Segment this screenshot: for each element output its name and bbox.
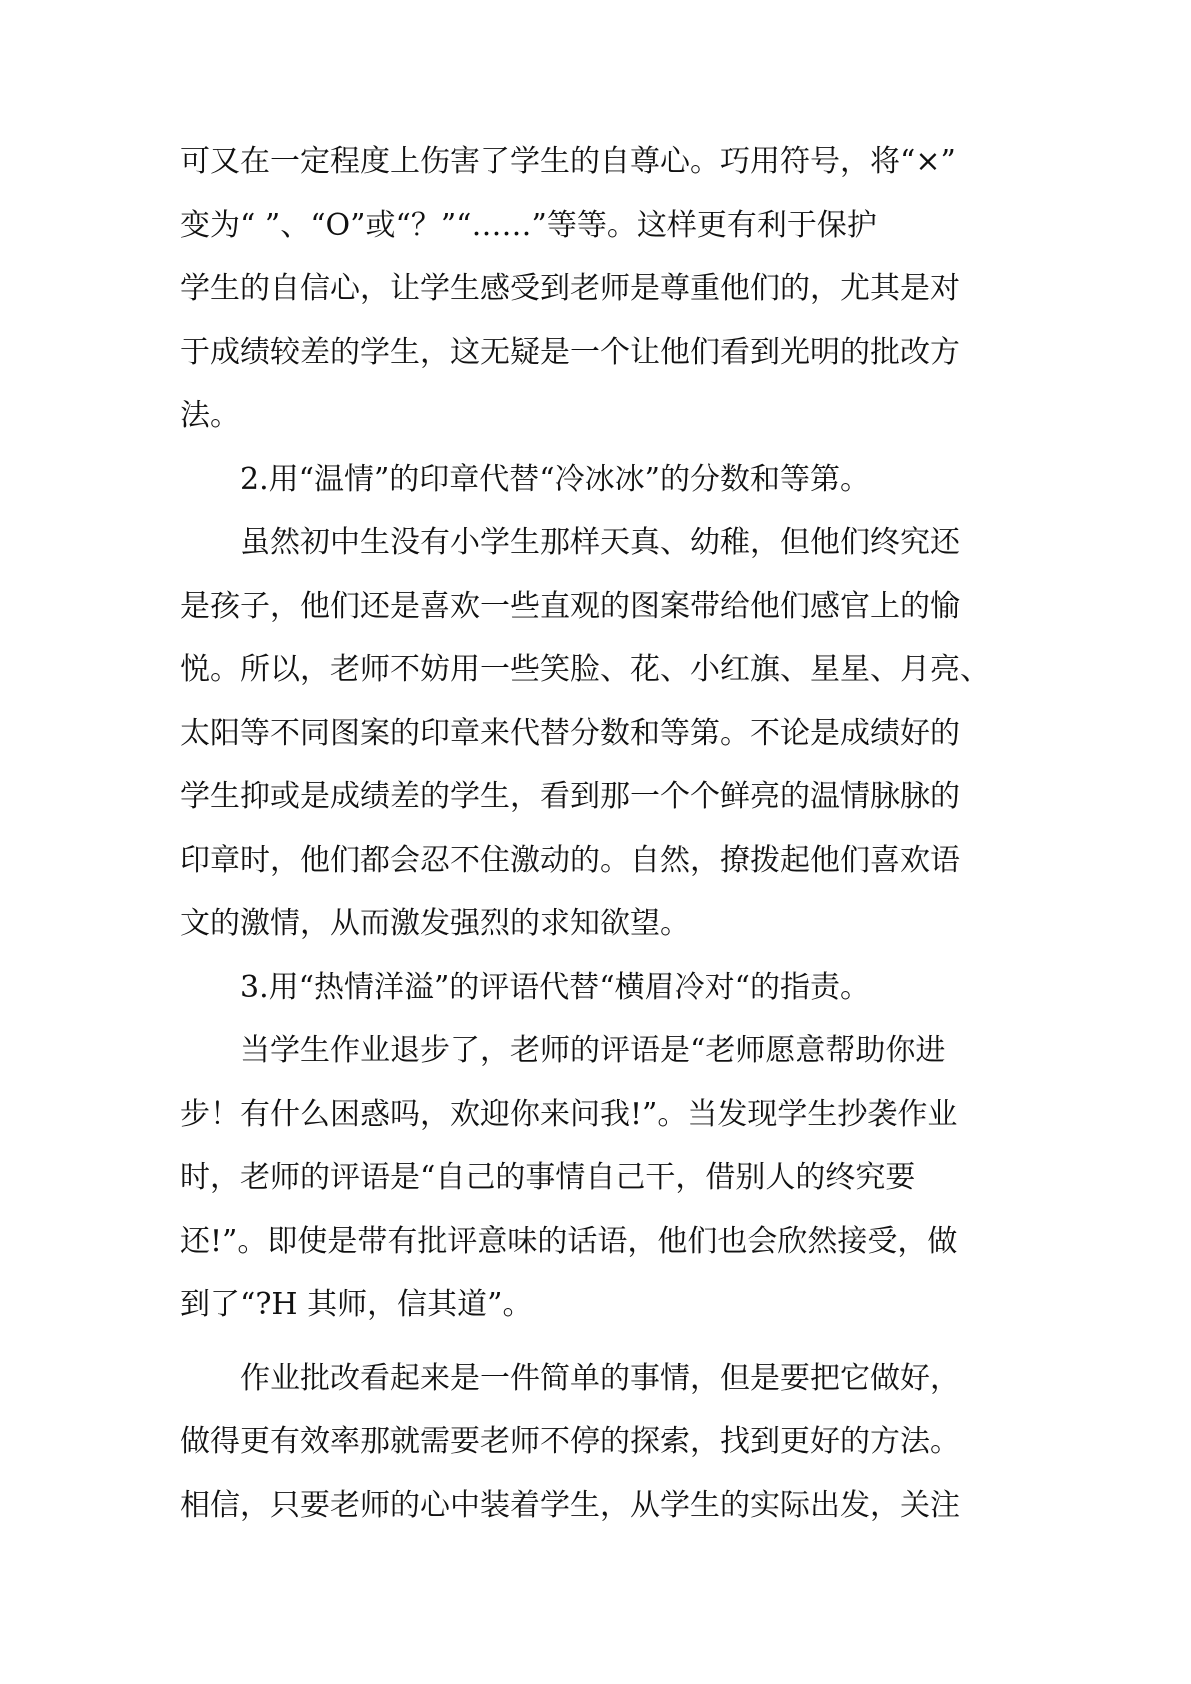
- text-line: 步！有什么困惑吗，欢迎你来问我!”。当发现学生抄袭作业: [180, 1096, 958, 1132]
- text-line: 文的激情，从而激发强烈的求知欲望。: [180, 906, 690, 941]
- section-heading: 2.用“温情”的印章代替“冷冰冰”的分数和等第。: [240, 461, 870, 497]
- text-line: 悦。所以，老师不妨用一些笑脸、花、小红旗、星星、月亮、: [180, 652, 990, 687]
- text-line: 学生抑或是成绩差的学生，看到那一个个鲜亮的温情脉脉的: [180, 779, 960, 814]
- text-line: 作业批改看起来是一件简单的事情，但是要把它做好，: [240, 1360, 960, 1396]
- text-line: 变为“ ”、“O”或“？”“……”等等。这样更有利于保护: [180, 207, 877, 243]
- text-line: 时，老师的评语是“自己的事情自己干，借别人的终究要: [180, 1160, 916, 1195]
- text-line: 法。: [180, 398, 240, 433]
- text-line: 于成绩较差的学生，这无疑是一个让他们看到光明的批改方: [180, 334, 960, 370]
- section-heading: 3.用“热情洋溢”的评语代替“横眉冷对“的指责。: [240, 969, 870, 1005]
- text-line: 相信，只要老师的心中装着学生，从学生的实际出发，关注: [180, 1487, 960, 1523]
- text-line: 虽然初中生没有小学生那样天真、幼稚，但他们终究还: [240, 525, 960, 560]
- text-line: 是孩子，他们还是喜欢一些直观的图案带给他们感官上的愉: [180, 588, 960, 624]
- text-line: 可又在一定程度上伤害了学生的自尊心。巧用符号，将“×”: [180, 144, 956, 179]
- text-line: 太阳等不同图案的印章来代替分数和等第。不论是成绩好的: [180, 715, 960, 751]
- text-line: 还!”。即使是带有批评意味的话语，他们也会欣然接受，做: [180, 1223, 958, 1259]
- document-body: [180, 130, 1020, 1537]
- text-line: 到了“?H 其师，信其道”。: [180, 1287, 533, 1322]
- text-line: 当学生作业退步了，老师的评语是“老师愿意帮助你进: [240, 1033, 946, 1068]
- text-line: 学生的自信心，让学生感受到老师是尊重他们的，尤其是对: [180, 271, 960, 306]
- text-line: 印章时，他们都会忍不住激动的。自然，撩拨起他们喜欢语: [180, 842, 960, 878]
- text-line: 做得更有效率那就需要老师不停的探索，找到更好的方法。: [180, 1424, 960, 1459]
